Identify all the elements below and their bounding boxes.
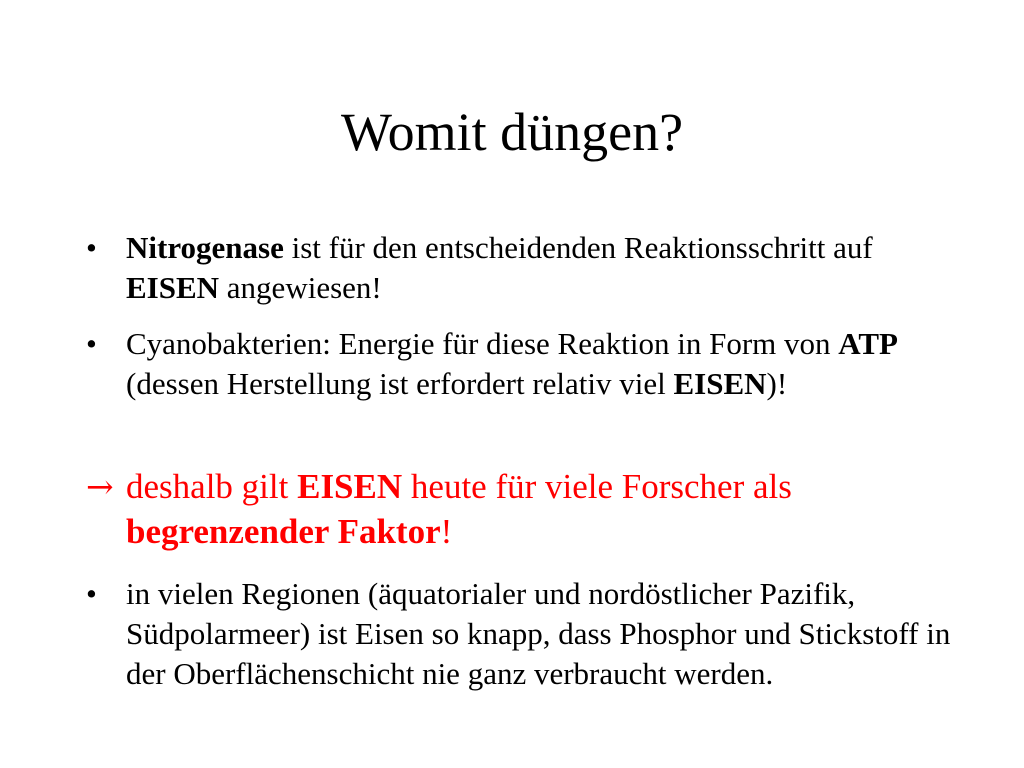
bullet-cyanobakterien <box>86 324 966 404</box>
conclusion-text: heute für viele Forscher als <box>402 467 792 506</box>
bullet-text: in vielen Regionen (äquatorialer und nordöstlicher Pazifik, Südpolarmeer) ist Eisen so knapp, dass Phosphor und Stickstoff in der Oberflächenschicht nie ganz verbraucht werden. <box>126 576 951 691</box>
bullet-text: )! <box>766 366 788 401</box>
bullet-text: Cyanobakterien: Energie für diese Reaktion in Form von <box>126 326 839 361</box>
bullet-nitrogenase <box>86 228 966 308</box>
bullet-regionen <box>86 574 966 694</box>
bullet-text: (dessen Herstellung ist erfordert relativ viel <box>126 366 674 401</box>
bullet-text-bold: EISEN <box>673 366 767 401</box>
bullet-text-bold: Nitrogenase <box>126 230 284 265</box>
bullet-text: ist für den entscheidenden Reaktionsschritt auf <box>283 230 873 265</box>
conclusion-text: deshalb gilt <box>126 467 298 506</box>
right-arrow-icon: → <box>86 467 114 506</box>
conclusion-text: ! <box>440 512 453 551</box>
bullet-text-bold: EISEN <box>126 270 220 305</box>
bullet-icon: • <box>86 576 97 611</box>
conclusion-text-bold: begrenzender Faktor <box>126 512 441 551</box>
conclusion-line <box>86 464 986 554</box>
conclusion-text-bold: EISEN <box>297 467 403 506</box>
bullet-text: angewiesen! <box>219 270 382 305</box>
bullet-icon: • <box>86 326 97 361</box>
bullet-text-bold: ATP <box>838 326 898 361</box>
slide-title: Womit düngen? <box>340 102 684 162</box>
bullet-icon: • <box>86 230 97 265</box>
